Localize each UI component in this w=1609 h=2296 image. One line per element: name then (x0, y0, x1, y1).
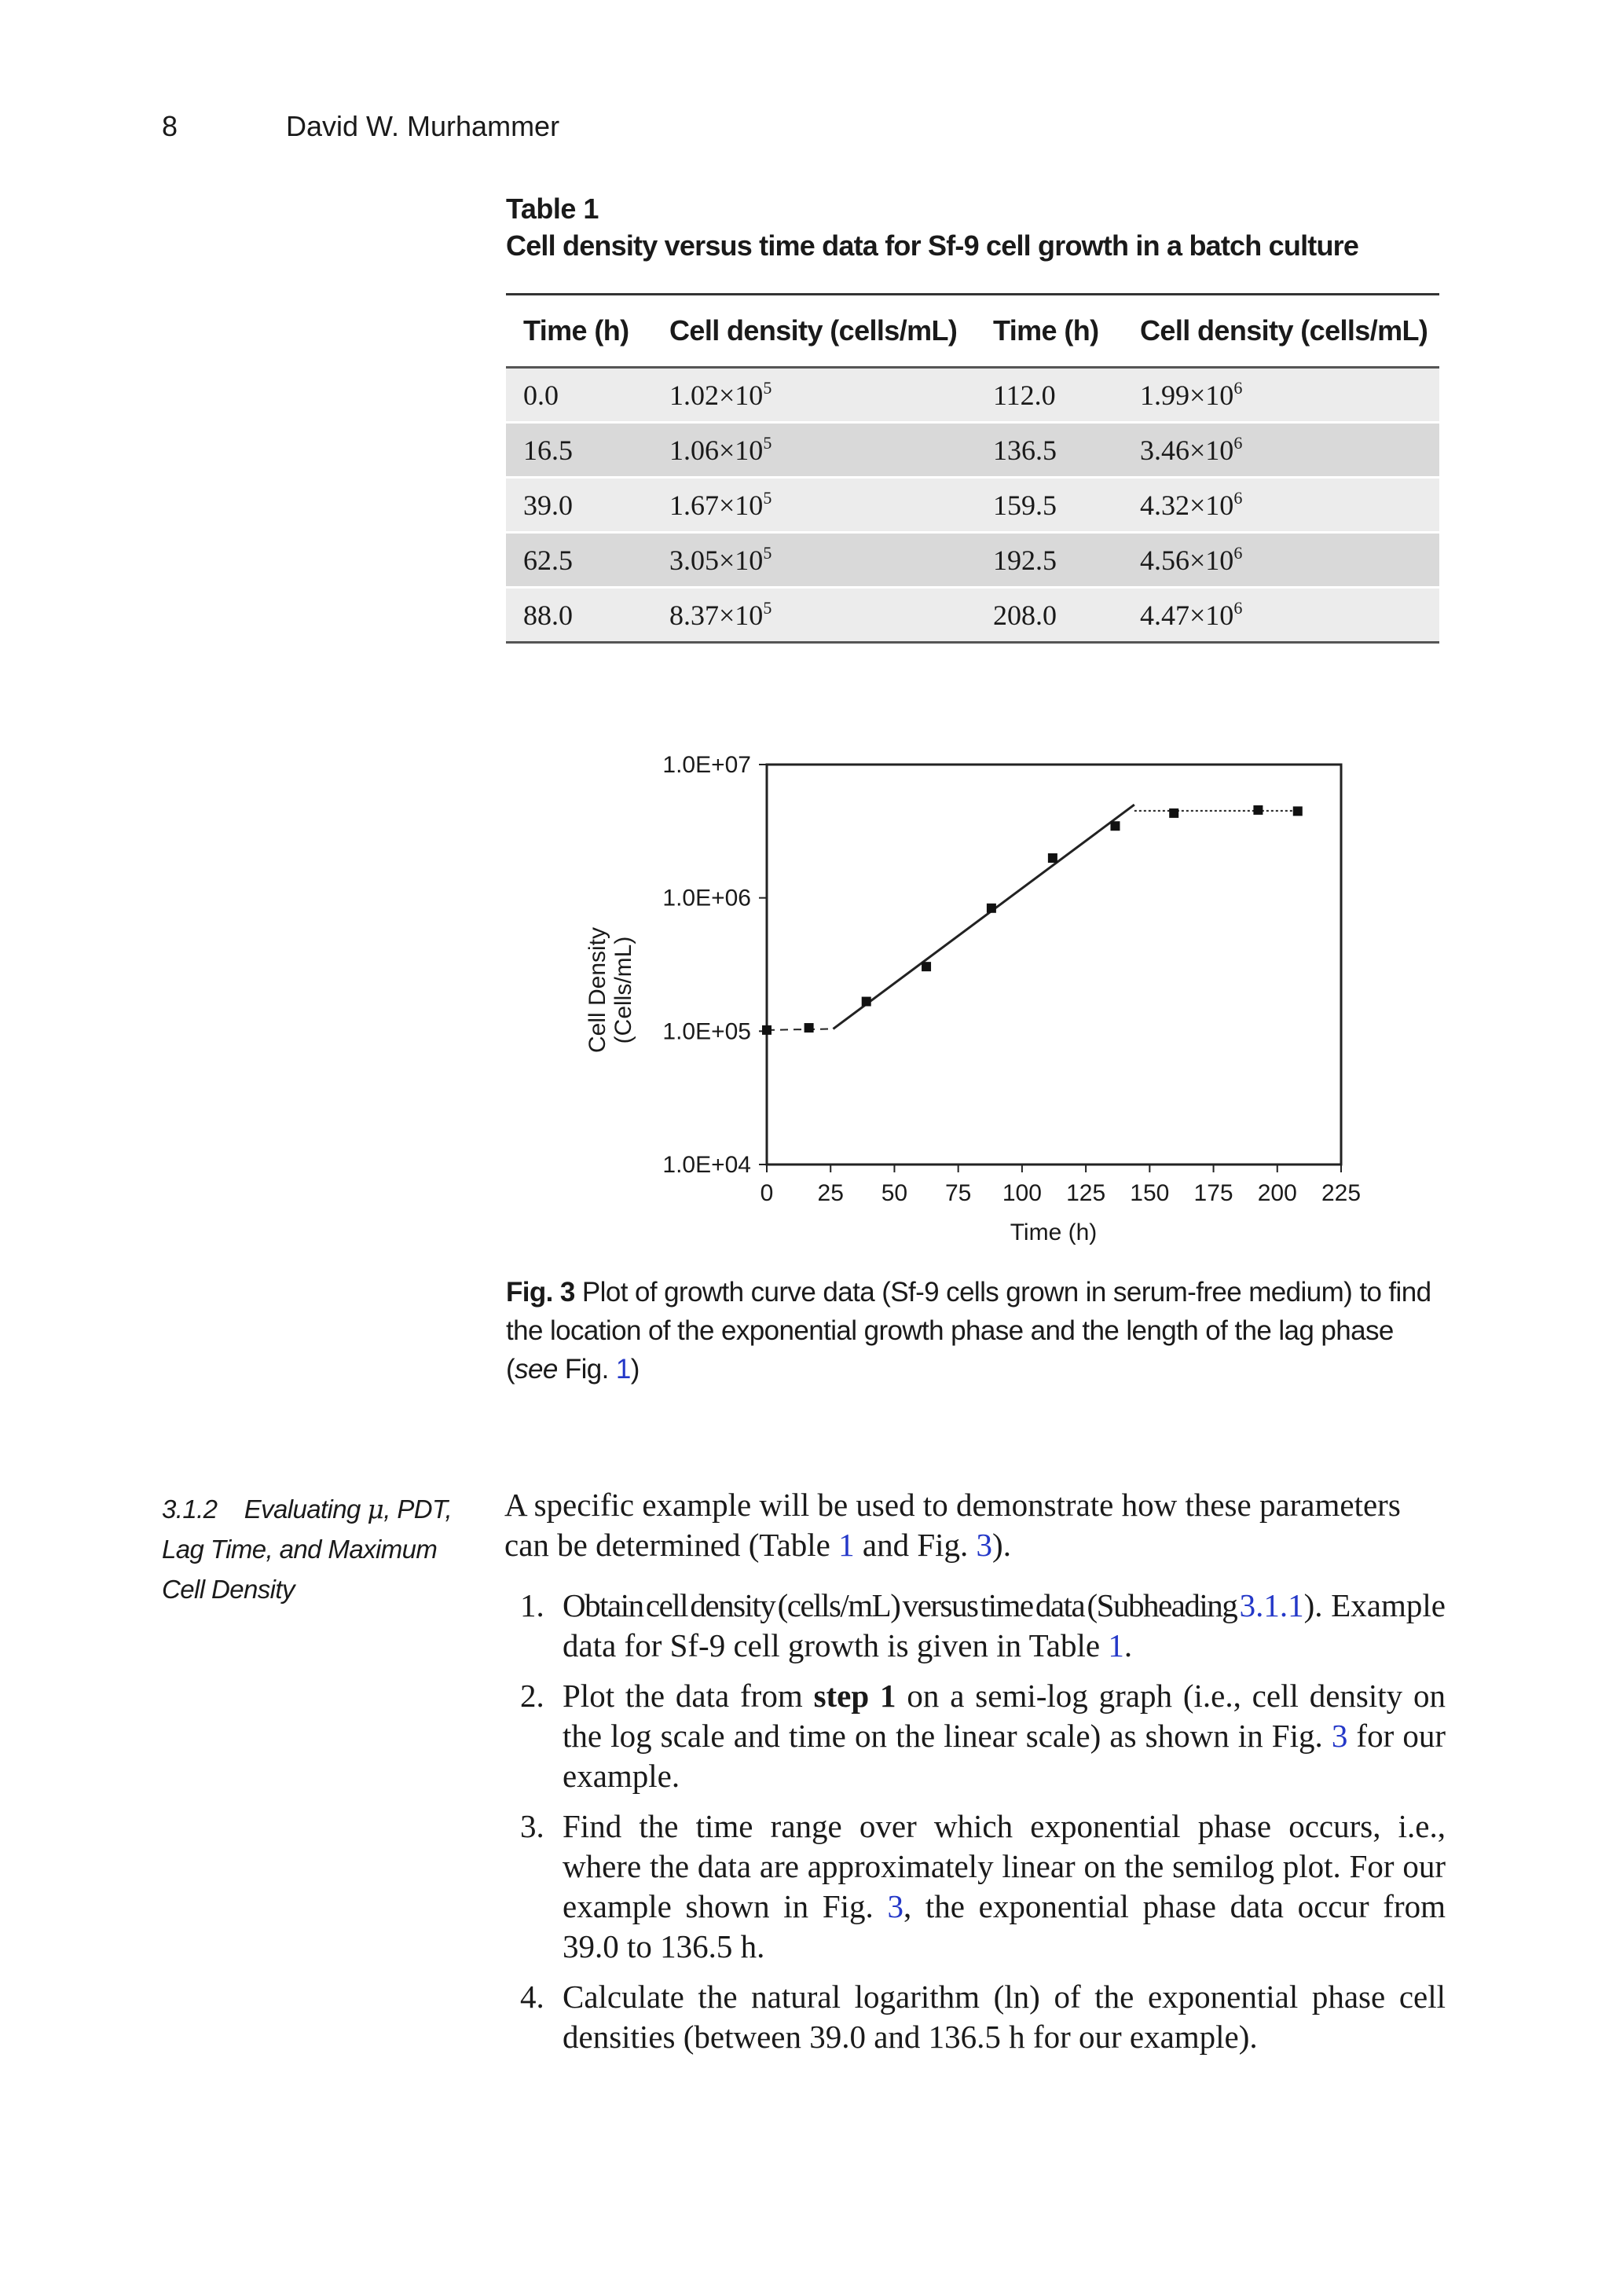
table-1-link[interactable]: 1 (838, 1527, 855, 1563)
col-header-time-2: Time (h) (976, 295, 1123, 368)
figure-caption: Fig. 3 Plot of growth curve data (Sf-9 cells grown in serum-free medium) to find the location of the exponential growth phase and the length of the lag phase (see Fig. 1) (506, 1277, 1431, 1385)
density-cell: $1.99\times 10^6$ (1123, 368, 1439, 423)
x-tick-label: 225 (1321, 1180, 1362, 1206)
fig-1-link[interactable]: 1 (615, 1354, 631, 1385)
x-tick-label: 200 (1257, 1180, 1297, 1206)
density-cell: $4.32\times 10^6$ (1123, 478, 1439, 533)
intro-paragraph: A specific example will be used to demonstrate how these parameters can be determined (Table 1 and Fig. 3). (504, 1487, 1401, 1563)
x-tick-label: 125 (1066, 1180, 1106, 1206)
col-header-time-1: Time (h) (506, 295, 652, 368)
density-cell: $3.05\times 10^5$ (652, 533, 976, 588)
running-head-author: David W. Murhammer (286, 110, 560, 142)
table-row (506, 368, 1439, 423)
data-point (1293, 806, 1303, 816)
y-tick-label: 1.0E+04 (662, 1152, 751, 1178)
subheading-link[interactable]: 3.1.1 (1239, 1587, 1304, 1623)
density-cell: $1.02\times 10^5$ (652, 368, 976, 423)
data-point (862, 997, 871, 1007)
cell-density-table (506, 293, 1439, 644)
density-cell: $3.46\times 10^6$ (1123, 423, 1439, 478)
density-cell: $4.47\times 10^6$ (1123, 588, 1439, 643)
data-point (987, 904, 996, 913)
data-point (1048, 853, 1057, 863)
density-cell: $1.67\times 10^5$ (652, 478, 976, 533)
y-axis-label-line1: Cell Density (585, 926, 610, 1054)
y-tick-label: 1.0E+07 (662, 752, 751, 778)
x-tick-label: 25 (817, 1180, 844, 1206)
table-row (506, 478, 1439, 533)
exponential-fit-line (833, 805, 1134, 1029)
list-item: 2. Plot the data from step 1 on a semi-log graph (i.e., cell density on the log scale and time on the linear scale) as shown in Fig. 3 for our example. (520, 1678, 1446, 1794)
x-tick-label: 75 (944, 1180, 972, 1206)
table-row (506, 423, 1439, 478)
data-point (804, 1023, 814, 1032)
density-cell: $4.56\times 10^6$ (1123, 533, 1439, 588)
x-tick-label: 150 (1130, 1180, 1170, 1206)
x-tick-label: 50 (881, 1180, 908, 1206)
time-cell: 112.0 (976, 368, 1123, 423)
x-tick-label: 175 (1193, 1180, 1233, 1206)
x-tick-label: 100 (1002, 1180, 1042, 1206)
y-axis-label-line2: (Cells/mL) (610, 936, 636, 1044)
density-cell: $8.37\times 10^5$ (652, 588, 976, 643)
growth-curve-svg (550, 739, 1414, 1289)
col-header-density-1: Cell density (cells/mL) (652, 295, 976, 368)
list-item: 1. Obtain cell density (cells/mL) versus time data (Subheading 3.1.1). Example data for Sf-9 cell growth is given in Table 1. (520, 1587, 1446, 1663)
data-point (1253, 805, 1263, 815)
time-cell: 0.0 (506, 368, 652, 423)
time-cell: 16.5 (506, 423, 652, 478)
fig-3-link[interactable]: 3 (887, 1888, 903, 1924)
data-point (1110, 821, 1120, 831)
density-cell: $1.06\times 10^5$ (652, 423, 976, 478)
time-cell: 136.5 (976, 423, 1123, 478)
list-item: 3. Find the time range over which exponential phase occurs, i.e., where the data are approximately linear on the semilog plot. For our example shown in Fig. 3, the exponential phase data occur from 39.0 to 136.5 h. (520, 1808, 1446, 1964)
table-label: Table 1 (506, 193, 599, 225)
col-header-density-2: Cell density (cells/mL) (1123, 295, 1439, 368)
data-point (762, 1025, 772, 1035)
page-number: 8 (162, 110, 178, 142)
time-cell: 62.5 (506, 533, 652, 588)
list-item: 4. Calculate the natural logarithm (ln) of the exponential phase cell densities (between 39.0 and 136.5 h for our example). (520, 1979, 1446, 2055)
table-row (506, 533, 1439, 588)
time-cell: 39.0 (506, 478, 652, 533)
table-caption: Cell density versus time data for Sf-9 cell growth in a batch culture (506, 229, 1359, 262)
data-point (1169, 809, 1178, 818)
time-cell: 159.5 (976, 478, 1123, 533)
fig-3-link[interactable]: 3 (976, 1527, 993, 1563)
y-tick-label: 1.0E+05 (662, 1018, 751, 1045)
procedure-steps (504, 1586, 1446, 2067)
x-tick-label: 0 (760, 1180, 774, 1206)
table-header-row (506, 295, 1439, 368)
plot-area-frame (767, 765, 1341, 1165)
fig-3-link[interactable]: 3 (1331, 1718, 1348, 1754)
table-1-link[interactable]: 1 (1108, 1627, 1124, 1663)
time-cell: 192.5 (976, 533, 1123, 588)
table-row (506, 588, 1439, 643)
growth-curve-chart (550, 739, 1414, 1289)
data-point (922, 962, 931, 971)
time-cell: 208.0 (976, 588, 1123, 643)
figure-label: Fig. 3 (506, 1277, 575, 1308)
time-cell: 88.0 (506, 588, 652, 643)
x-axis-label: Time (h) (1010, 1220, 1098, 1245)
section-heading: 3.1.2 Evaluating μ, PDT, Lag Time, and Maximum Cell Density (162, 1494, 453, 1604)
y-tick-label: 1.0E+06 (662, 885, 751, 911)
